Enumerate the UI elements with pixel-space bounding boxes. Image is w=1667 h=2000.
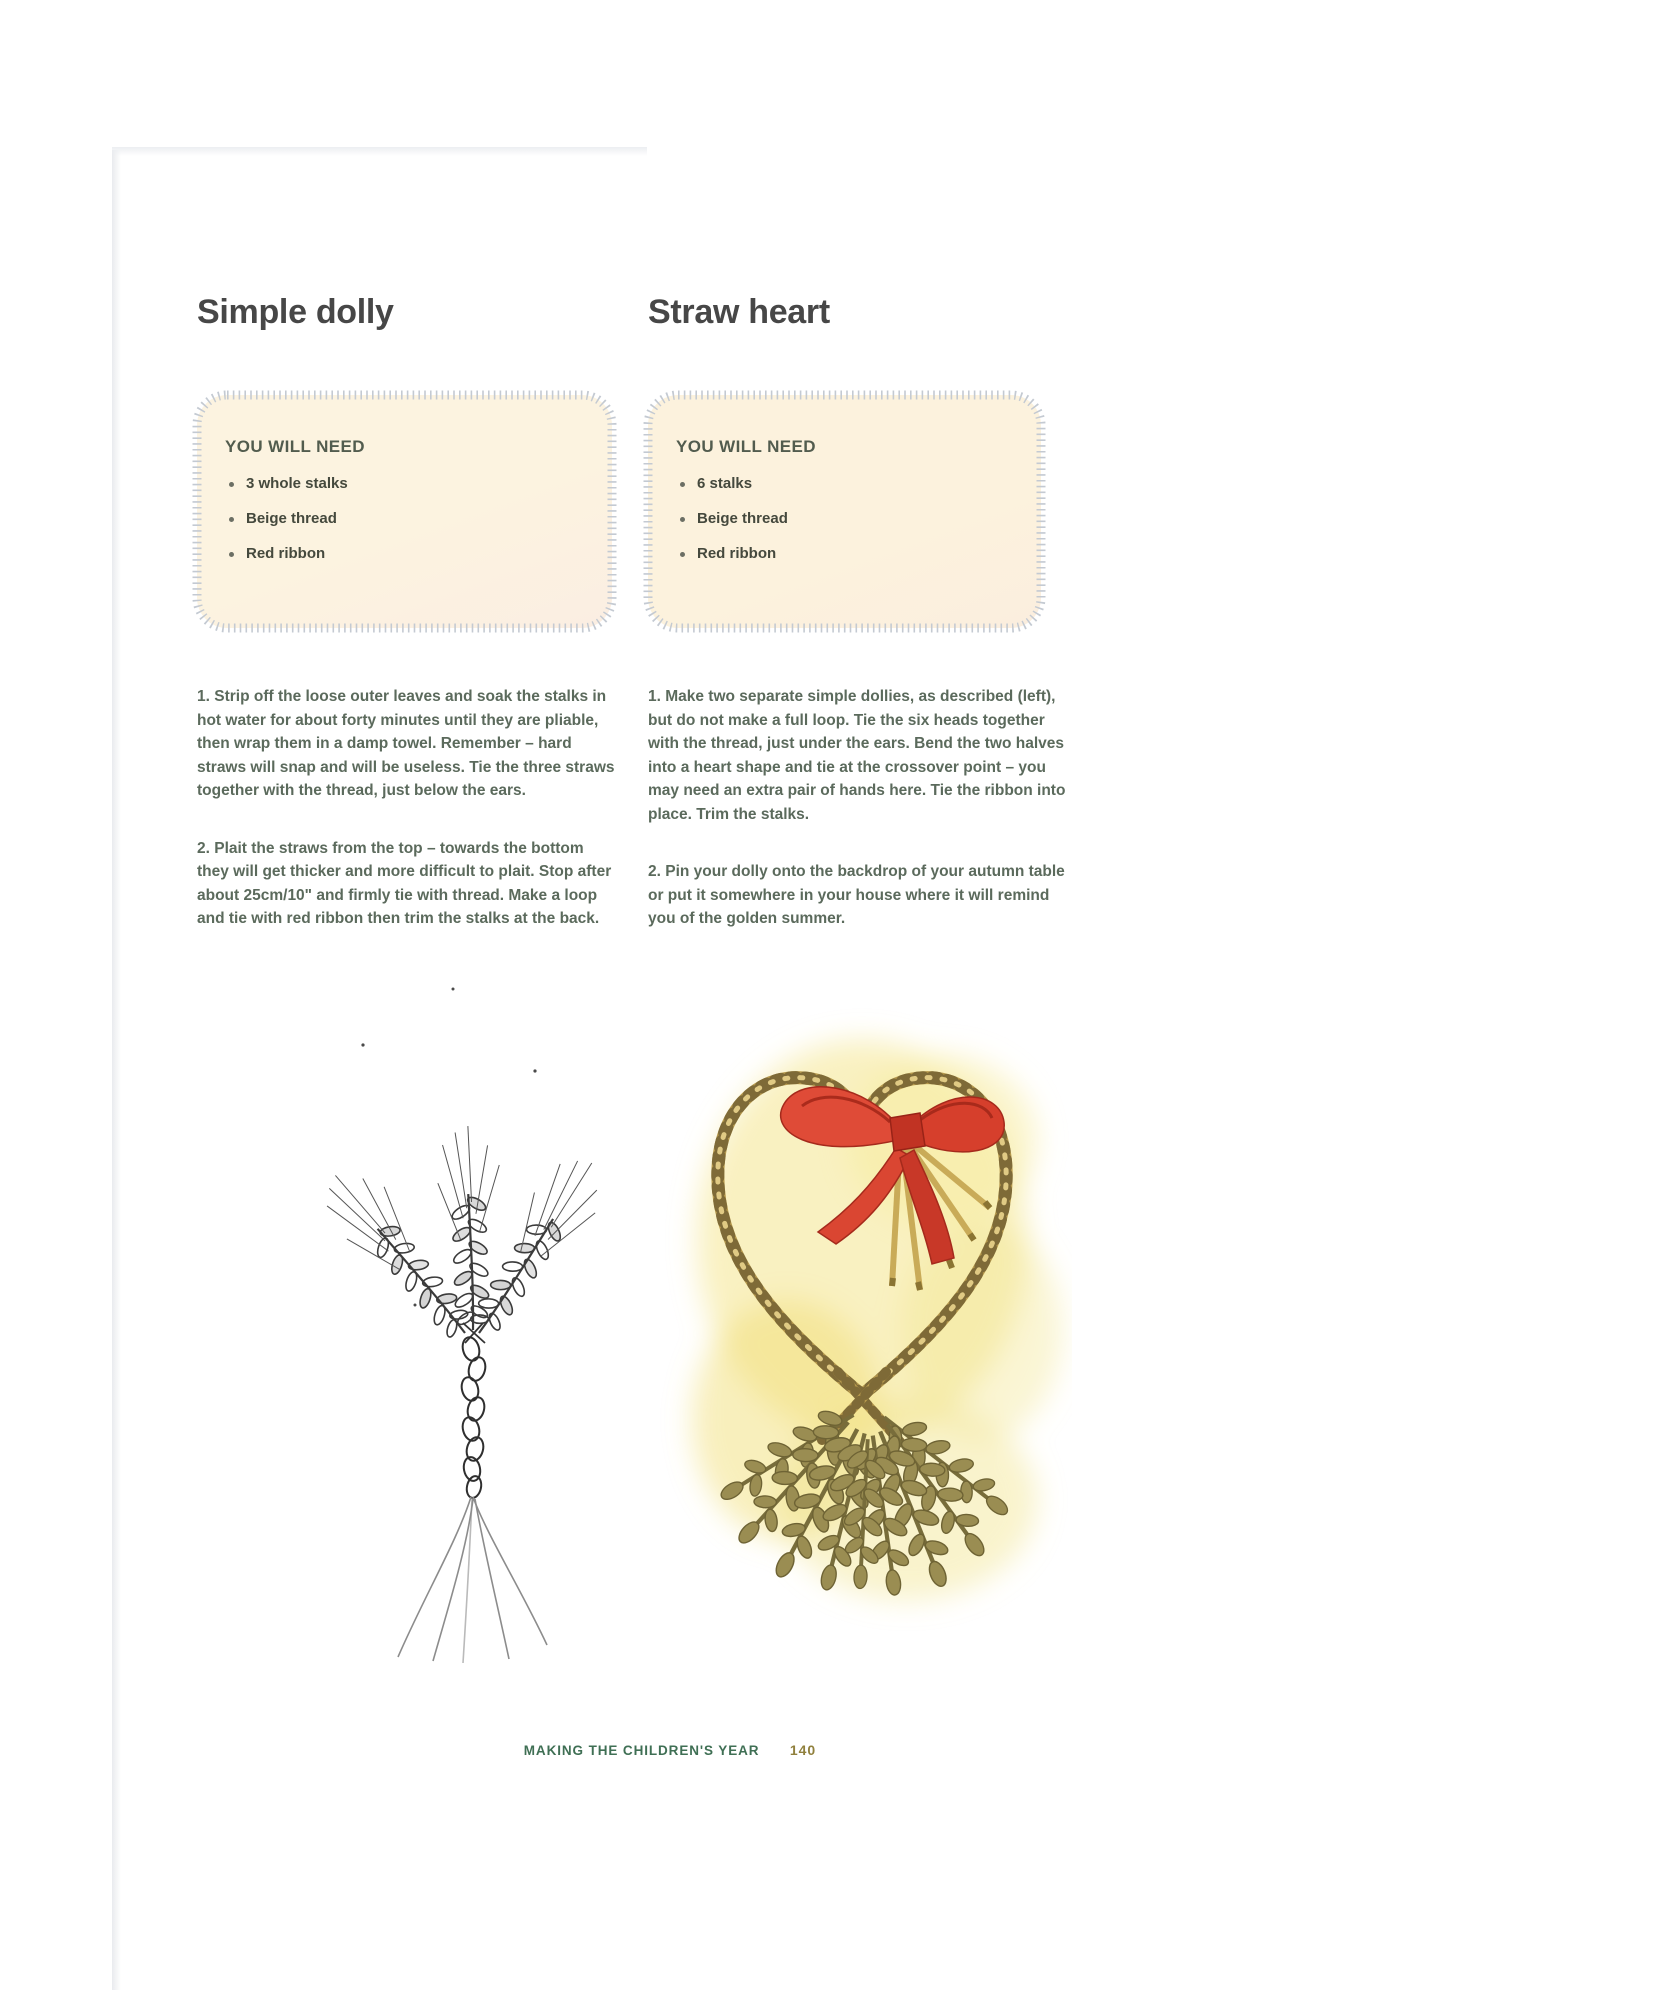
need-list [225, 473, 588, 565]
need-item: 6 stalks [676, 473, 1017, 495]
need-list [676, 473, 1017, 565]
page-edge-left [112, 150, 121, 1990]
bullet-icon [680, 482, 685, 487]
section-title-simple-dolly: Simple dolly [197, 293, 394, 331]
section-title-straw-heart: Straw heart [648, 293, 830, 331]
you-will-need-box-left [197, 395, 612, 628]
step-1: 1. Make two separate simple dollies, as described (left), but do not make a full loop. Tie the six heads together with the thread, just under the ears. Bend the two halves into a heart shape and tie at the crossover point – you may need an extra pair of hands here. Tie the ribbon into place. Trim the stalks. [648, 688, 1066, 823]
section-simple-dolly [197, 292, 615, 931]
need-item: 3 whole stalks [225, 473, 588, 495]
bullet-icon [229, 552, 234, 557]
bullet-icon [680, 552, 685, 557]
need-item: Beige thread [676, 508, 1017, 530]
bullet-icon [229, 482, 234, 487]
page-footer [200, 1742, 1140, 1760]
book-title: MAKING THE CHILDREN'S YEAR [523, 1743, 760, 1758]
section-straw-heart [648, 292, 1068, 931]
you-will-need-box-right [648, 395, 1041, 628]
step-1: 1. Strip off the loose outer leaves and soak the stalks in hot water for about forty minutes until they are pliable, then wrap them in a damp towel. Remember – hard straws will snap and will be useless. Tie the three straws together with the thread, just below the ears. [197, 688, 615, 799]
need-item: Beige thread [225, 508, 588, 530]
need-item: Red ribbon [225, 543, 588, 565]
need-box-title: YOU WILL NEED [676, 437, 816, 456]
need-box-title: YOU WILL NEED [225, 437, 365, 456]
straw-heart-illustration [652, 1000, 1072, 1650]
bullet-icon [229, 517, 234, 522]
step-2: 2. Pin your dolly onto the backdrop of your autumn table or put it somewhere in your house where it will remind you of the golden summer. [648, 863, 1065, 927]
simple-dolly-illustration [225, 975, 625, 1665]
page-number: 140 [789, 1742, 817, 1758]
need-item: Red ribbon [676, 543, 1017, 565]
page-edge-top [112, 147, 647, 156]
step-2: 2. Plait the straws from the top – towards the bottom they will get thicker and more difficult to plait. Stop after about 25cm/10" and firmly tie with thread. Make a loop and tie with red ribbon then trim the stalks at the back. [197, 839, 612, 927]
bullet-icon [680, 517, 685, 522]
